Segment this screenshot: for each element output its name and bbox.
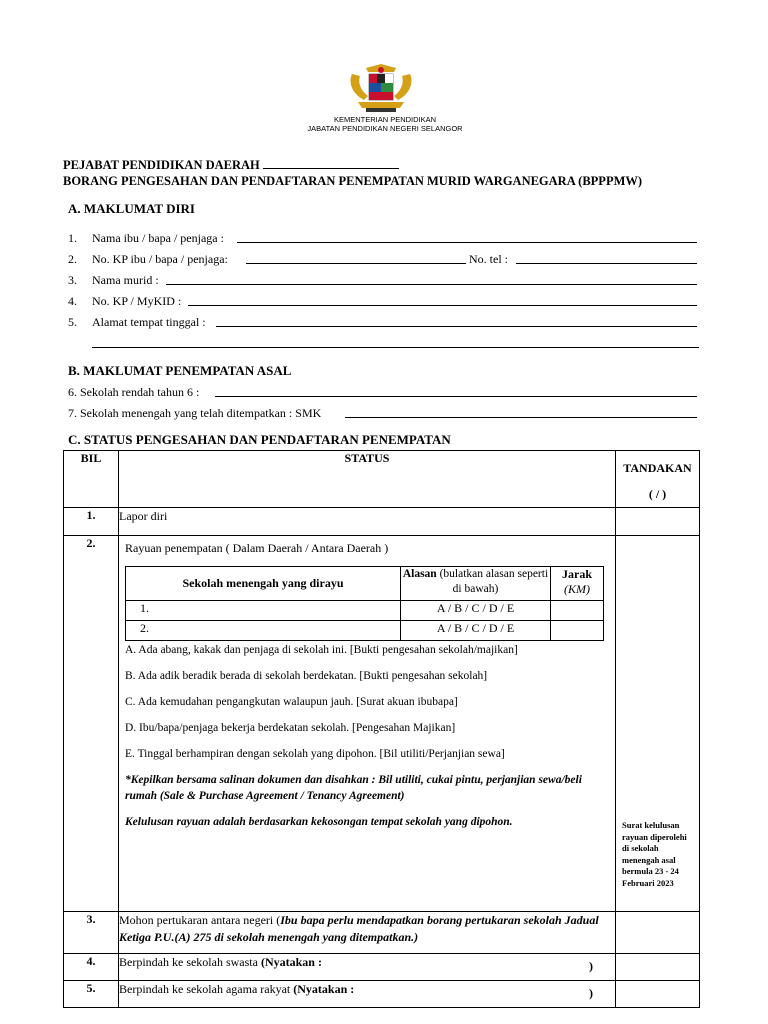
reason-header-bold: Alasan — [402, 568, 437, 580]
row-5-bil: 5. — [64, 981, 119, 1008]
table-row — [64, 954, 700, 981]
row-5-tick-box[interactable] — [616, 981, 700, 1008]
appeal-row-1-num: 1. — [140, 601, 149, 615]
reason-e: E. Tinggal berhampiran dengan sekolah yang dipohon. [Bil utiliti/Perjanjian sewa] — [125, 748, 505, 760]
address-input-line-2[interactable] — [92, 347, 699, 348]
row-4-status — [119, 954, 616, 981]
row-4-status-plain: Berpindah ke sekolah swasta — [119, 955, 258, 969]
section-c-title: C. STATUS PENGESAHAN DAN PENDAFTARAN PENEMPATAN — [68, 432, 451, 447]
field-5-num: 5. — [68, 315, 77, 329]
appeal-row-2-distance[interactable] — [551, 621, 604, 641]
row-5-status — [119, 981, 616, 1008]
student-name-input[interactable] — [166, 284, 697, 285]
student-ic-input[interactable] — [188, 305, 697, 306]
row-1-status: Lapor diri — [119, 508, 616, 536]
section-b-title: B. MAKLUMAT PENEMPATAN ASAL — [68, 363, 292, 378]
row-4-tick-box[interactable] — [616, 954, 700, 981]
field-4-num: 4. — [68, 294, 77, 308]
primary-school-input[interactable] — [215, 396, 697, 397]
appeal-col-reason — [401, 567, 551, 601]
approval-letter-note: Surat kelulusan rayuan diperolehi di sekolah menengah asal bermula 23 - 24 Februari 2023 — [622, 820, 687, 888]
row-4-status-emph: (Nyatakan : — [260, 955, 322, 969]
reason-b: B. Ada adik beradik berada di sekolah berdekatan. [Bukti pengesahan sekolah] — [125, 670, 488, 682]
row-3-bil: 3. — [64, 912, 119, 954]
col-tick-header — [616, 451, 700, 508]
row-4-bil: 4. — [64, 954, 119, 981]
field-4-label: No. KP / MyKID : — [92, 294, 182, 308]
table-row — [64, 508, 700, 536]
appeal-col-school: Sekolah menengah yang dirayu — [126, 567, 401, 601]
table-row — [64, 981, 700, 1008]
parent-ic-input[interactable] — [246, 263, 466, 264]
field-2-tel-label: No. tel : — [469, 252, 508, 266]
appeal-row-1-reasons[interactable]: A / B / C / D / E — [401, 601, 551, 621]
col-status-header: STATUS — [119, 451, 616, 508]
tick-header-label: TANDAKAN — [623, 461, 692, 475]
appeal-school-table — [125, 566, 604, 641]
ministry-line-1: KEMENTERIAN PENDIDIKAN — [333, 115, 437, 124]
reason-c: C. Ada kemudahan pengangkutan walaupun jauh. [Surat akuan ibubapa] — [125, 696, 458, 708]
office-label: PEJABAT PENDIDIKAN DAERAH — [63, 158, 260, 172]
status-table — [63, 450, 700, 1008]
field-6-label: 6. Sekolah rendah tahun 6 : — [68, 385, 200, 399]
field-5-label: Alamat tempat tinggal : — [92, 315, 206, 329]
secondary-school-input[interactable] — [345, 417, 697, 418]
parent-name-input[interactable] — [237, 242, 697, 243]
field-2-label: No. KP ibu / bapa / penjaga: — [92, 252, 228, 266]
row-4-close: ) — [589, 959, 593, 973]
reason-d: D. Ibu/bapa/penjaga bekerja berdekatan sekolah. [Pengesahan Majikan] — [125, 722, 456, 734]
approval-note: Kelulusan rayuan adalah berdasarkan kekosongan tempat sekolah yang dipohon. — [125, 816, 513, 828]
field-2-num: 2. — [68, 252, 77, 266]
document-note: *Kepilkan bersama salinan dokumen dan disahkan : Bil utiliti, cukai pintu, perjanjian sewa/beli rumah (Sale & Purchase Agreement / Tenancy Agreement) — [125, 774, 582, 802]
section-a-title: A. MAKLUMAT DIRI — [68, 201, 195, 216]
tick-header-sub: ( / ) — [648, 487, 667, 501]
appeal-row-2-school[interactable] — [126, 621, 401, 641]
row-5-close: ) — [589, 986, 593, 1000]
col-bil-header: BIL — [64, 451, 119, 508]
distance-header: Jarak — [562, 567, 592, 581]
row-3-status — [119, 912, 616, 954]
address-input-line-1[interactable] — [216, 326, 697, 327]
table-row — [64, 536, 700, 912]
appeal-row-1-distance[interactable] — [551, 601, 604, 621]
field-1-label: Nama ibu / bapa / penjaga : — [92, 231, 224, 245]
reason-header-rest: (bulatkan alasan seperti di bawah) — [439, 568, 549, 595]
row-2-bil: 2. — [64, 536, 119, 912]
field-3-num: 3. — [68, 273, 77, 287]
row-5-status-plain: Berpindah ke sekolah agama rakyat — [119, 982, 291, 996]
row-1-tick-box[interactable] — [616, 508, 700, 536]
appeal-row-2-reasons[interactable]: A / B / C / D / E — [401, 621, 551, 641]
office-blank[interactable] — [263, 158, 399, 169]
office-line — [63, 158, 399, 172]
row-2-status-text: Rayuan penempatan ( Dalam Daerah / Antara Daerah ) — [125, 541, 389, 555]
distance-unit: (KM) — [564, 582, 590, 596]
field-7-label: 7. Sekolah menengah yang telah ditempatkan : SMK — [68, 406, 322, 420]
appeal-col-distance — [551, 567, 604, 601]
form-title: BORANG PENGESAHAN DAN PENDAFTARAN PENEMPATAN MURID WARGANEGARA (BPPPMW) — [63, 174, 643, 188]
reason-a: A. Ada abang, kakak dan penjaga di sekolah ini. [Bukti pengesahan sekolah/majikan] — [125, 644, 518, 656]
row-3-tick-box[interactable] — [616, 912, 700, 954]
ministry-line-2: JABATAN PENDIDIKAN NEGERI SELANGOR — [307, 124, 463, 133]
row-5-status-emph: (Nyatakan : — [293, 982, 355, 996]
row-3-status-emph: Ibu bapa perlu mendapatkan borang pertukaran sekolah Jadual Ketiga P.U.(A) 275 di sekolah menengah yang ditempatkan.) — [119, 913, 599, 944]
row-2-status — [119, 536, 616, 912]
ministry-name — [300, 115, 470, 133]
coat-of-arms-logo — [344, 64, 418, 114]
row-2-tick-box[interactable] — [616, 536, 700, 912]
appeal-row-2-num: 2. — [140, 621, 149, 635]
row-1-bil: 1. — [64, 508, 119, 536]
table-row — [64, 912, 700, 954]
phone-input[interactable] — [516, 263, 697, 264]
appeal-row-1-school[interactable] — [126, 601, 401, 621]
row-3-status-plain: Mohon pertukaran antara negeri ( — [119, 913, 281, 927]
field-1-num: 1. — [68, 231, 77, 245]
field-3-label: Nama murid : — [92, 273, 159, 287]
